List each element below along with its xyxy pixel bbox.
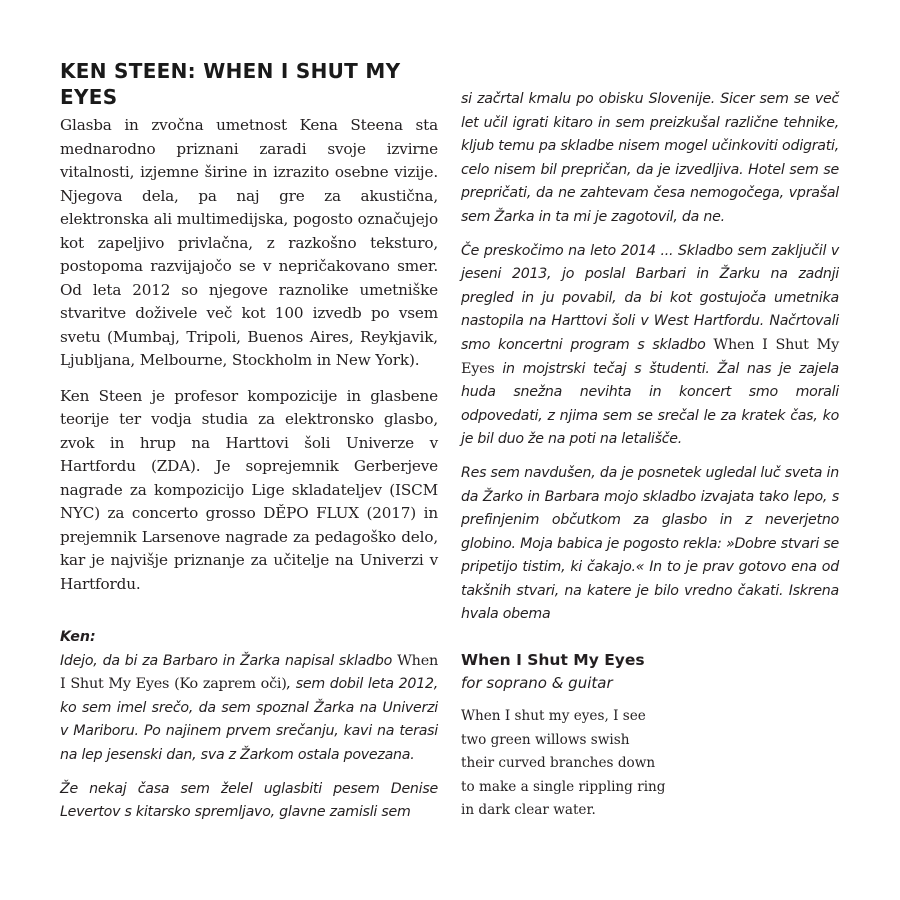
bio-paragraph-2: Ken Steen je profesor kompozicije in glasbene teorije ter vodja studia za elektronsko glasbo, zvok in hrup na Harttovi šoli Univerze v Hartfordu (ZDA). Je soprejemnik Gerberjeve nagrade za kompozicijo Lige skladateljev (ISCM NYC) za concerto grosso DĚPO FLUX (2017) in prejemnik Larsenove nagrade za pedagoško delo, kar je najvišje priznanje za učitelje na Univerzi v Hartfordu. xyxy=(60,386,438,593)
poem-line: When I shut my eyes, I see xyxy=(461,708,646,725)
left-column xyxy=(60,58,438,825)
bio-paragraph-1: Glasba in zvočna umetnost Kena Steena sta mednarodno priznani zaradi svoje izvirne vitalnosti, izjemne širine in izrazito osebne vizije. Njegova dela, pa naj gre za akustična, elektronska ali multimedijska, pogosto označujejo kot zapeljivo privlačna, z razkošno teksturo, postopoma razvijajočo se v nepričakovano smer. Od leta 2012 so njegove raznolike umetniške stvaritve doživele več kot 100 izvedb po vsem svetu (Mumbaj, Tripoli, Buenos Aires, Reykjavik, Ljubljana, Melbourne, Stockholm in New York). xyxy=(60,116,438,369)
note-text: Če preskočimo na leto 2014 ... Skladbo sem zaključil v jeseni 2013, jo poslal Barbari in Žarku na zadnji pregled in ju povabil, da bi kot gostujoča umetnika nastopila na Harttovi šoli v West Hartfordu. Načrtovali smo koncertni program s skladbo xyxy=(461,242,839,353)
composer-note-paragraph-3 xyxy=(461,240,839,452)
composer-note-paragraph-1 xyxy=(60,650,438,768)
work-title: When I Shut My Eyes xyxy=(461,336,840,377)
speaker-label: Ken: xyxy=(60,629,96,645)
composer-note-paragraph-4: Res sem navdušen, da je posnetek ugledal luč sveta in da Žarko in Barbara mojo skladbo izvajata tako lepo, s prefinjenim občutkom za glasbo in z neverjetno globino. Moja babica je pogosto rekla: »Dobre stvari se pripetijo tistim, ki čakajo.« In to je prav gotovo ena od takšnih stvari, na katere je bilo vredno čakati. Iskrena hvala obema xyxy=(461,464,839,623)
booklet-page xyxy=(60,58,840,858)
page-title: KEN STEEN: WHEN I SHUT MY EYES xyxy=(60,59,401,109)
poem-line: two green willows swish xyxy=(461,731,630,748)
poem-title: When I Shut My Eyes xyxy=(461,651,645,670)
right-column xyxy=(461,88,839,823)
note-text: , sem dobil leta 2012, ko sem imel srečo, da sem spoznal Žarka na Univerzi v Mariboru. Po najinem prvem srečanju, kavi na terasi na lep jesenski dan, sva z Žarkom ostala povezana. xyxy=(60,676,439,763)
poem-line: to make a single rippling ring xyxy=(461,778,666,795)
composer-note-paragraph-2: Že nekaj časa sem želel uglasbiti pesem Denise Levertov s kitarsko spremljavo, glavne zamisli sem xyxy=(60,780,438,821)
work-title: When I Shut My Eyes (Ko zaprem oči) xyxy=(60,652,438,693)
note-text: in mojstrski tečaj s študenti. Žal nas je zajela huda snežna nevihta in koncert smo morali odpovedati, z njima sem se srečal le za kratek čas, ko je bil duo že na poti na letališče. xyxy=(461,360,839,448)
note-text: Idejo, da bi za Barbaro in Žarka napisal skladbo xyxy=(60,652,398,669)
poem-subtitle: for soprano & guitar xyxy=(461,674,613,693)
poem-text xyxy=(461,705,839,823)
poem-line: in dark clear water. xyxy=(461,802,596,819)
poem-line: their curved branches down xyxy=(461,755,656,772)
composer-note-paragraph-2-continued: si začrtal kmalu po obisku Slovenije. Sicer sem se več let učil igrati kitaro in sem preizkušal različne tehnike, kljub temu pa skladbe nisem mogel učinkoviti odigrati, celo nisem bil prepričan, da je izvedljiva. Hotel sem se prepričati, da ne zahtevam česa nemogočega, vprašal sem Žarka in ta mi je zagotovil, da ne. xyxy=(461,91,839,225)
